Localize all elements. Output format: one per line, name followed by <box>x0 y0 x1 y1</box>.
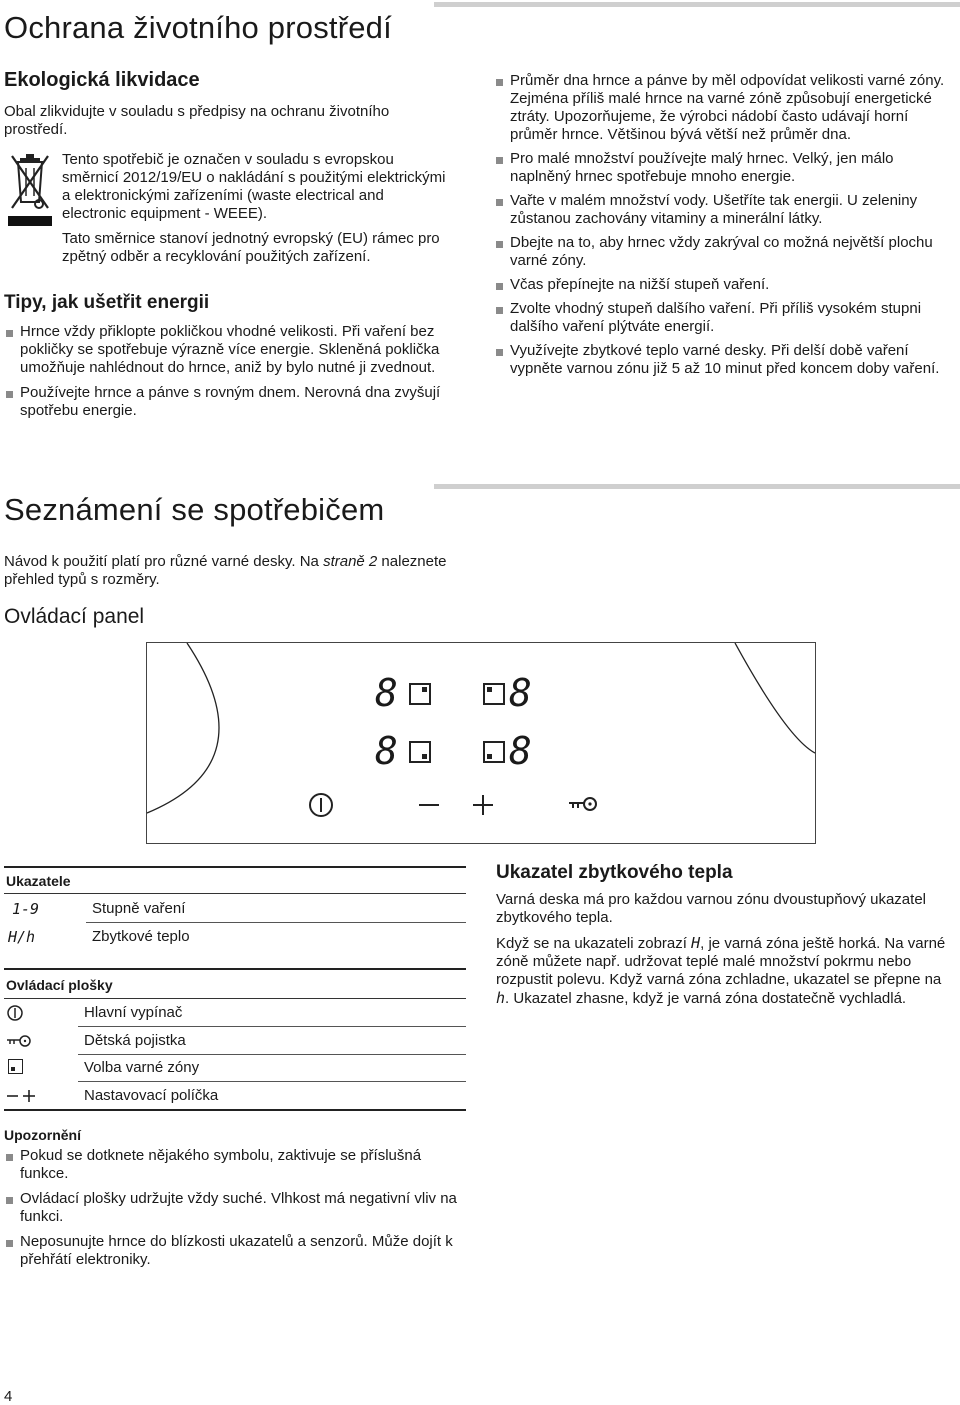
table-rule <box>4 1109 466 1111</box>
weee-text-2: Tato směrnice stanoví jednotný evropský (EU) rámec pro zpětný odběr a recyklování použitých zařízení. <box>62 230 440 265</box>
zone-select-icon[interactable] <box>409 683 431 705</box>
minus-plus-icon <box>6 1087 36 1110</box>
page-title: Ochrana životního prostředí <box>4 10 392 45</box>
power-icon <box>6 1004 24 1027</box>
display-digit-bl: 8 <box>375 729 398 773</box>
tips-heading: Tipy, jak ušetřit energii <box>4 292 210 313</box>
weee-text-1: Tento spotřebič je označen v souladu s evropskou směrnicí 2012/19/EU o nakládání s použitými elektrickými a elektronickými zařízeními (waste electrical and electronic equipment - WEEE). <box>62 151 446 222</box>
residual-low-symbol: h <box>496 989 506 1007</box>
key-icon <box>6 1034 32 1053</box>
list-item: Využívejte zbytkové teplo varné desky. Při delší době vaření vypněte varnou zónu již 5 až 10 minut před koncem doby vaření. <box>494 342 956 378</box>
zone-select-icon[interactable] <box>483 741 505 763</box>
table-rule <box>78 1054 466 1055</box>
list-item: Používejte hrnce a pánve s rovným dnem. Nerovná dna zvyšují spotřebu energie. <box>4 384 462 420</box>
list-item: Neposunujte hrnce do blízkosti ukazatelů a senzorů. Může dojít k přehřátí elektroniky. <box>4 1233 466 1269</box>
controls-heading: Ovládací plošky <box>6 977 113 993</box>
list-item: Průměr dna hrnce a pánve by měl odpovídat velikosti varné zóny. Zejména příliš malé hrnce na varné zóně způsobují energetické ztráty. Upozorňujeme, že výrobci nádobí často udávají horní průměr hrnce. Většinou bývá větší než průměr dna. <box>494 72 956 144</box>
top-rule <box>434 2 960 7</box>
table-row-label: Zbytkové teplo <box>92 928 190 945</box>
zone-select-icon[interactable] <box>483 683 505 705</box>
list-item: Pokud se dotknete nějakého symbolu, zaktivuje se příslušná funkce. <box>4 1147 466 1183</box>
list-item: Ovládací plošky udržujte vždy suché. Vlhkost má negativní vliv na funkci. <box>4 1190 466 1226</box>
list-item: Zvolte vhodný stupeň dalšího vaření. Při příliš vysokém stupni dalšího vaření plýtváte energií. <box>494 300 956 336</box>
table-rule <box>4 968 466 970</box>
list-item: Pro malé množství používejte malý hrnec. Velký, jen málo naplněný hrnec spotřebuje mnoho energie. <box>494 150 956 186</box>
residual-text-2: Když se na ukazateli zobrazí H, je varná zóna ještě horká. Na varné zóně můžete např. udržovat teplé malé množství pokrmu nebo rozpustit polevu. Když varná zóna zchladne, ukazatel se přepne na h. Ukazatel zhasne, když je varná zóna dostatečně vychladlá. <box>496 934 946 1007</box>
notes-list <box>4 1147 466 1269</box>
key-icon[interactable] <box>567 795 599 820</box>
intro-text: Návod k použití platí pro různé varné desky. Na straně 2 naleznete přehled typů s rozměry. <box>4 553 447 588</box>
residual-text-1: Varná deska má pro každou varnou zónu dvoustupňový ukazatel zbytkového tepla. <box>496 891 926 926</box>
table-rule <box>86 922 466 923</box>
section-title: Seznámení se spotřebičem <box>4 492 385 527</box>
table-rule <box>4 866 466 868</box>
minus-icon[interactable] <box>417 791 441 824</box>
display-digit-br: 8 <box>509 729 532 773</box>
level-symbol: 1-9 <box>12 900 40 918</box>
weee-bin-icon <box>6 150 54 230</box>
page-number: 4 <box>4 1388 13 1405</box>
notes-heading: Upozornění <box>4 1127 81 1143</box>
zone-select-icon <box>8 1059 23 1074</box>
zone-select-icon[interactable] <box>409 741 431 763</box>
indicators-heading: Ukazatele <box>6 873 71 889</box>
table-row-label: Hlavní vypínač <box>84 1004 183 1021</box>
list-item: Hrnce vždy přiklopte pokličkou vhodné velikosti. Při vaření bez pokličky se spotřebuje výrazně více energie. Skleněná poklička umožňuje nahlédnout do hrnce, aniž by bylo nutné ji zvednout. <box>4 323 462 377</box>
table-row-label: Volba varné zóny <box>84 1059 200 1076</box>
table-row-label: Dětská pojistka <box>84 1032 186 1049</box>
page-reference-link[interactable]: straně 2 <box>323 553 378 570</box>
plus-icon[interactable] <box>471 791 495 824</box>
table-row-label: Stupně vaření <box>92 900 186 917</box>
table-rule <box>78 1081 466 1082</box>
list-item: Vařte v malém množství vody. Ušetříte tak energii. U zeleniny zůstanou zachovány vitaminy a minerální látky. <box>494 192 956 228</box>
power-icon[interactable] <box>307 791 335 824</box>
display-digit-tl: 8 <box>375 671 398 715</box>
list-item: Včas přepínejte na nižší stupeň vaření. <box>494 276 956 294</box>
panel-heading: Ovládací panel <box>4 605 145 628</box>
disposal-text: Obal zlikvidujte v souladu s předpisy na ochranu životního prostředí. <box>4 103 390 138</box>
table-rule <box>4 893 466 894</box>
table-rule <box>78 1026 466 1027</box>
display-digit-tr: 8 <box>509 671 532 715</box>
residual-heat-symbol: H/h <box>8 928 36 946</box>
disposal-heading: Ekologická likvidace <box>4 69 200 91</box>
table-row-label: Nastavovací políčka <box>84 1087 219 1104</box>
tips-left-list <box>4 323 462 420</box>
residual-high-symbol: H <box>691 934 701 952</box>
section-rule <box>434 484 960 489</box>
list-item: Dbejte na to, aby hrnec vždy zakrýval co možná největší plochu varné zóny. <box>494 234 956 270</box>
residual-heading: Ukazatel zbytkového tepla <box>496 862 733 883</box>
table-rule <box>4 998 466 999</box>
control-panel-illustration <box>146 642 816 844</box>
tips-right-list <box>494 72 956 378</box>
